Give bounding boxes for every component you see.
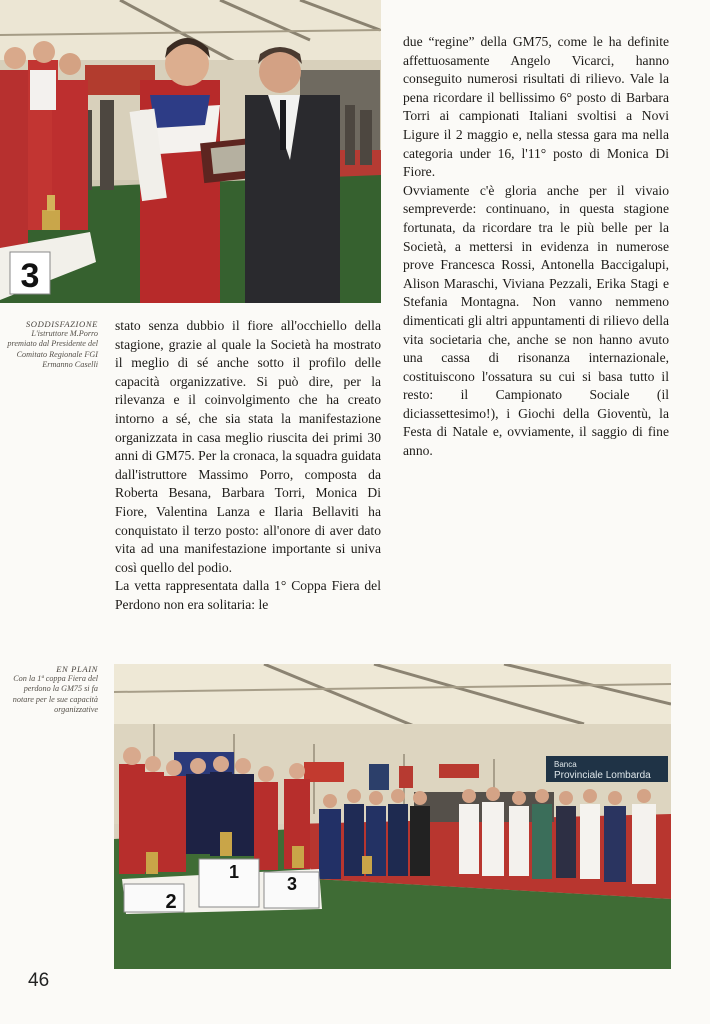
- photo-podium-teams: [114, 664, 671, 969]
- caption-title: SODDISFAZIONE: [25, 319, 98, 329]
- banner-text: Banca: [554, 760, 577, 769]
- podium-number: 1: [228, 862, 240, 882]
- article-column-right: [403, 33, 669, 461]
- article-column-left: [115, 317, 381, 615]
- award-photo-illustration: [0, 0, 381, 303]
- banner-text: Provinciale Lombarda: [554, 770, 651, 781]
- caption-text: L'istruttore M.Porro premiato dal Presidente del Comitato Regionale FGI Ermanno Caselli: [7, 329, 98, 369]
- photo-award-ceremony: [0, 0, 381, 303]
- caption-top-photo: [4, 319, 98, 370]
- paragraph: Ovviamente c'è gloria anche per il vivaio sempreverde: continuano, in questa stagione fortunata, da ricordare tra le più belle per la Società, a mettersi in evidenza in numerose prove Francesca Rossi, Antonella Baccigalupi, Alison Maraschi, Viviana Pezzali, Erika Stagi e Stefania Montagna. Non vanno nemmeno dimenticati gli altri appuntamenti di rilievo della vita societaria che, anche se non hanno avuto una cassa di risonanza internazionale, costituiscono l'ossatura su cui si basa tutto il resto: il Campionato Sociale (il diciassettesimo!), i Giochi della Gioventù, la Festa di Natale e, ovviamente, il saggio di fine anno.: [403, 182, 669, 459]
- caption-text: Con la 1ª coppa Fiera del perdono la GM75 si fa notare per le sue capacità organizzative: [12, 674, 98, 714]
- paragraph: due “regine” della GM75, come le ha definite affettuosamente Angelo Vicarci, hanno conseguito numerosi risultati di rilievo. Vale la pena ricordare il bellissimo 6° posto di Barbara Torri ai campionati Italiani svoltisi a Novi Ligure il 2 maggio e, nella stessa gara ma nella categoria under 16, l'11° posto di Monica Di Fiore.: [403, 34, 669, 180]
- paragraph: La vetta rappresentata dalla 1° Coppa Fiera del Perdono non era solitaria: le: [115, 578, 381, 612]
- podium-number: 2: [165, 891, 177, 913]
- paragraph: stato senza dubbio il fiore all'occhiello della stagione, grazie al quale la Società ha mostrato il meglio di sé anche sotto il profilo delle capacità organizzative. Si può dire, per la rilevanza e il coinvolgimento che ha creato intorno a sé, che sia stata la manifestazione organizzata in casa meglio riuscita dei primi 30 anni di GM75. Per la cronaca, la squadra guidata dall'istruttore Massimo Porro, composta da Roberta Besana, Barbara Torri, Monica Di Fiore, Valentina Lanza e Ilaria Bellaviti ha conquistato il terzo posto: all'onore di aver dato vita ad una manifestazione importante si univa così quello del podio.: [115, 318, 381, 575]
- podium-photo-illustration: [114, 664, 671, 969]
- page-number: 46: [28, 970, 50, 991]
- podium-number: 3: [286, 874, 298, 894]
- caption-title: EN PLAIN: [56, 664, 98, 674]
- caption-bottom-photo: [4, 664, 98, 715]
- podium-number: 3: [20, 257, 40, 295]
